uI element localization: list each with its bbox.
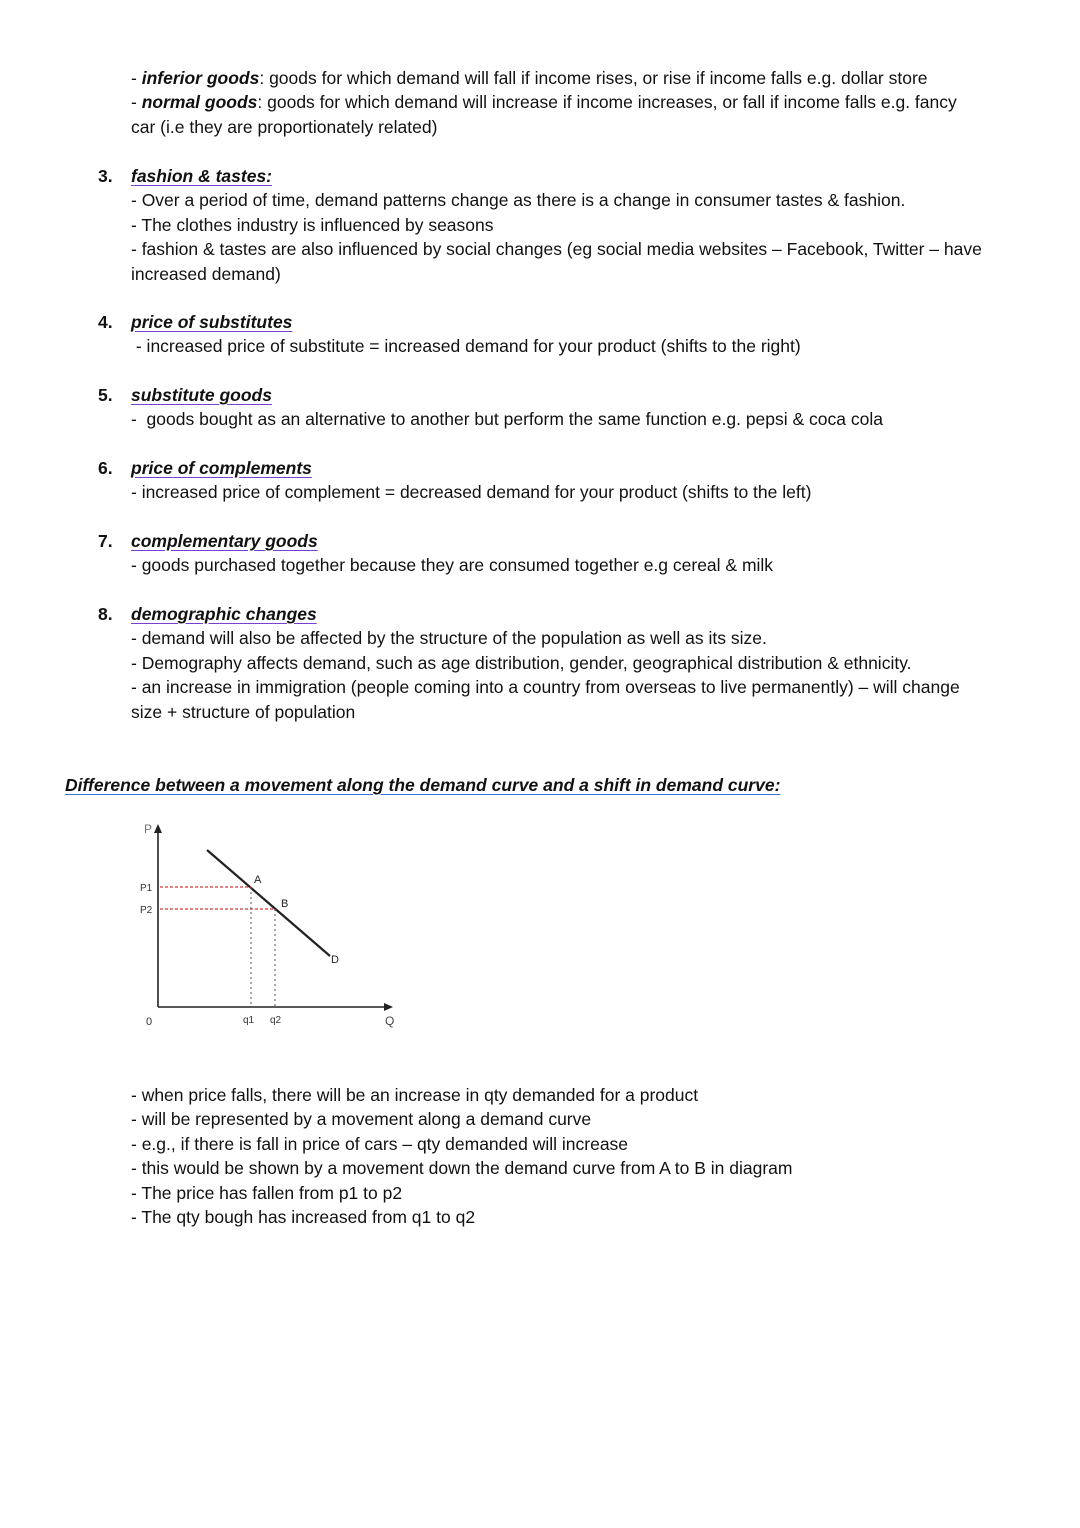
note-line: - when price falls, there will be an increase in qty demanded for a product [131,1085,699,1105]
note-line: - The qty bough has increased from q1 to q2 [131,1207,476,1228]
section-number: 3. [98,166,113,186]
normal-goods-term: normal goods [141,92,258,113]
q1-label: q1 [243,1015,255,1026]
normal-goods-text: : goods for which demand will increase if income increases, or fall if income falls e.g. fancy [257,92,957,113]
section-line: - Demography affects demand, such as age distribution, gender, geographical distribution & ethnicity. [131,652,912,673]
demand-curve-diagram [120,815,420,1035]
note-line: - will be represented by a movement along a demand curve [131,1109,592,1130]
p2-label: P2 [140,905,153,916]
normal-goods-continuation: car (i.e they are proportionately related) [131,116,438,137]
section-body [131,480,811,504]
section-title: price of substitutes [131,312,293,332]
price-axis-label: P [144,822,153,836]
inferior-goods-text: : goods for which demand will fall if income rises, or rise if income falls e.g. dollar store [259,68,928,88]
note-line: - e.g., if there is fall in price of cars – qty demanded will increase [131,1133,629,1154]
section-number: 4. [98,312,113,332]
section-line: - fashion & tastes are also influenced by social changes (eg social media websites – Facebook, Twitter – have [131,239,982,260]
demand-curve-line [207,850,330,956]
section-body [131,626,960,724]
movement-notes [131,1083,792,1229]
section-body [131,188,982,286]
demand-diagram-svg [120,815,420,1035]
section-line: - increased price of substitute = increased demand for your product (shifts to the right) [131,336,801,357]
price-axis-arrow-icon [154,824,162,833]
point-a-label: A [254,874,262,886]
section-body [131,553,773,577]
quantity-axis-arrow-icon [384,1003,393,1011]
normal-goods-line: - normal goods: goods for which demand will increase if income increases, or fall if income falls e.g. fancy [131,92,957,113]
p1-label: P1 [140,883,153,894]
section-line: - The clothes industry is influenced by seasons [131,214,494,235]
income-goods-intro [131,66,1031,139]
section-line: increased demand) [131,263,281,284]
inferior-goods-term: inferior goods [141,68,260,88]
section-line: - increased price of complement = decreased demand for your product (shifts to the left) [131,482,812,503]
section-line: - demand will also be affected by the structure of the population as well as its size. [131,628,767,649]
section-number: 8. [98,604,113,624]
section-body [131,407,883,431]
q2-label: q2 [270,1015,282,1026]
section-title: complementary goods [131,531,318,551]
section-line: - Over a period of time, demand patterns change as there is a change in consumer tastes & fashion. [131,190,906,211]
point-b-label: B [281,898,289,910]
section-title: demographic changes [131,604,317,624]
section-number: 6. [98,458,113,478]
note-line: - this would be shown by a movement down the demand curve from A to B in diagram [131,1158,793,1179]
section-line: - goods purchased together because they are consumed together e.g cereal & milk [131,555,774,576]
section-line: size + structure of population [131,701,356,722]
movement-vs-shift-heading: Difference between a movement along the demand curve and a shift in demand curve: [65,775,781,795]
section-title: price of complements [131,458,312,478]
section-title: fashion & tastes: [131,166,272,186]
section-number: 5. [98,385,113,405]
section-line: - goods bought as an alternative to another but perform the same function e.g. pepsi & coca cola [131,409,883,430]
origin-label: 0 [146,1016,153,1028]
section-number: 7. [98,531,113,551]
section-line: - an increase in immigration (people coming into a country from overseas to live permanently) – will change [131,677,960,698]
inferior-goods-line: - inferior goods: goods for which demand will fall if income rises, or rise if income falls e.g. dollar store [131,68,928,88]
section-title: substitute goods [131,385,272,405]
demand-curve-label: D [331,954,339,966]
section-body [131,334,801,358]
quantity-axis-label: Q [385,1014,395,1028]
note-line: - The price has fallen from p1 to p2 [131,1182,403,1203]
